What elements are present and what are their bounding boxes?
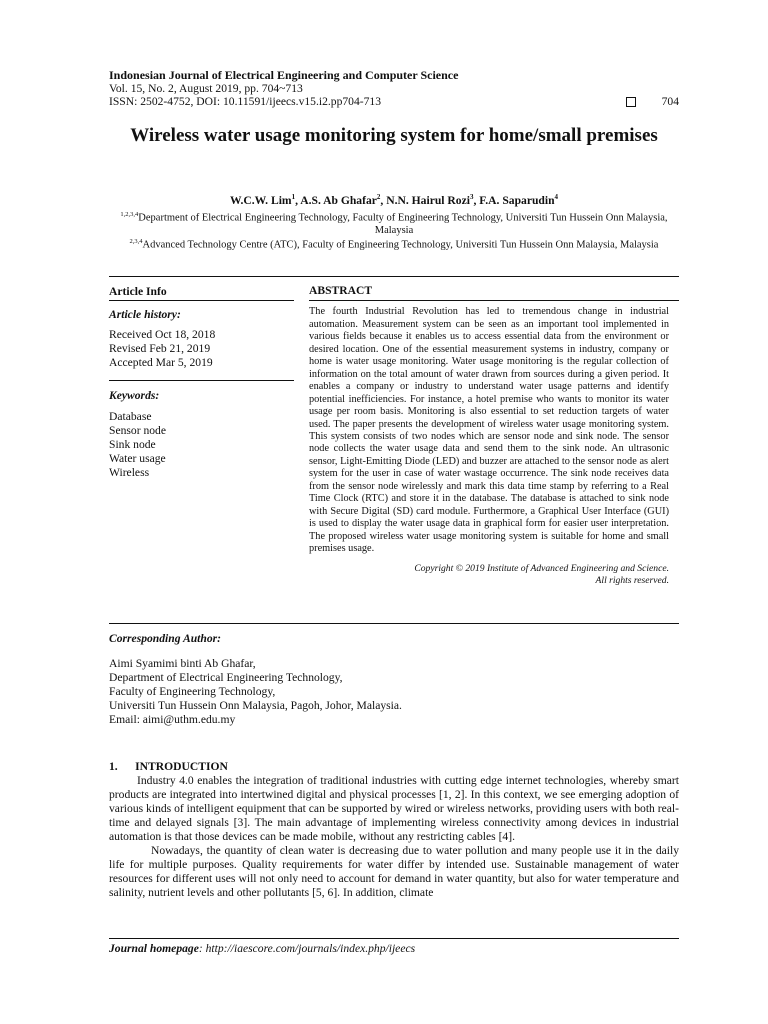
homepage-link[interactable]: : http://iaescore.com/journals/index.php/ijeecs [198,942,416,955]
paragraph: Nowadays, the quantity of clean water is decreasing due to water pollution and many people use it in the daily life for multiple purposes. Quality requirements for water differ by intended use. Sustainable management of water resources for different uses will not only need to account for demand in water quantity, but also for water temperature and salinity, nutrient levels and other pollutants [5, 6]. In addition, climate [109,844,679,899]
homepage-label: Journal homepage [109,942,199,955]
article-history [109,328,294,370]
corresponding-email: Email: aimi@uthm.edu.my [109,713,236,726]
affiliation: $^{1,2,3,4}$Department of Electrical Engineering Technology, Faculty of Engineering Technology, Universiti Tun Hussein Onn Malaysia, Malaysia [120,211,668,236]
article-history-heading: Article history: [109,308,181,321]
keywords-heading: Keywords: [109,389,160,402]
abstract-heading: ABSTRACT [309,284,373,297]
top-rule [109,276,679,277]
article-info-heading: Article Info [109,285,167,298]
author-name: A.S. Ab Ghafar [300,193,377,207]
history-item: Accepted Mar 5, 2019 [109,356,213,369]
square-icon [626,97,636,107]
article-info [109,285,294,480]
journal-header [109,69,679,108]
paragraph: Industry 4.0 enables the integration of traditional industries with cutting edge internet technologies, whereby smart products are integrated into intertwined digital and physical processes [1, 2]. In this context, we see emerging adoption of various kinds of intelligent equipment that can be supported by wired or wireless networks, providing users with both real-time and delayed signals [3]. The main advantage of implementing wireless connectivity among devices in industrial automation is that those devices can be made mobile, without any restricting cables [4]. [109,774,679,843]
corresponding-author [109,632,679,727]
author-name: N.N. Hairul Rozi [386,193,470,207]
page-number: 704 [661,95,679,108]
introduction-section [109,760,679,900]
abstract-section [309,285,669,587]
journal-footer [109,942,679,955]
keywords-rule [109,380,294,381]
affiliation: $^{2,3,4}$Advanced Technology Centre (ATC), Faculty of Engineering Technology, Universiti Tun Hussein Onn Malaysia, Malaysia [129,238,659,251]
history-item: Revised Feb 21, 2019 [109,342,211,355]
keyword: Database [109,410,152,423]
author-list: W.C.W. Lim$^1$, A.S. Ab Ghafar$^2$, N.N. Hairul Rozi$^3$, F.A. Saparudin$^4$ [229,193,559,207]
keyword: Water usage [109,452,166,465]
corresponding-details: Aimi Syamimi binti Ab Ghafar, Department of Electrical Engineering Technology, Faculty of Engineering Technology, Universiti Tun Hussein Onn Malaysia, Pagoh, Johor, Malaysia. Email: aimi@uthm.edu.my [109,657,679,727]
journal-issn-doi: ISSN: 2502-4752, DOI: 10.11591/ijeecs.v15.i2.pp704-713 [109,95,382,108]
author-name: W.C.W. Lim [229,193,292,207]
abstract-text: The fourth Industrial Revolution has led to tremendous change in industrial automation. Measurement system can be seen as an important tool implemented in various fields because it enables us to access essential data from the environment or desired location. One of the essential measurement systems in industry, company or home is water usage monitoring. Water usage monitoring is the regular collection of information on the total amount of water drawn from sources during a given period. It enables a company or industry to understand water usage patterns and identify potential inefficiencies. For instance, a hotel premise who wants to monitor its water usage per room basis. Monitoring is also essential to set reduction targets of water used. The paper presents the development of wireless water usage monitoring system. This system consists of two nodes which are sensor node and sink node. The sensor node collects the water usage data and send them to the sink node. An ultrasonic sensor, Light-Emitting Diode (LED) and buzzer are attached to the sensor node as alert system for the user in case of water wastage occurrence. The sink node receives data from the sensor node wirelessly and mark this data time stamp by referring to a Real Time Clock (RTC) and store it in the database. The database is attached to sink node with Secure Digital (SD) card module. Furthermore, a Graphical User Interface (GUI) is used to display the water usage data in graphical form for easier user interpretation. The proposed wireless water usage monitoring system is suitable for home and small premises usage. [309,306,669,555]
footer-rule [109,938,679,939]
corresponding-heading: Corresponding Author: [109,632,222,645]
section-heading: 1. INTRODUCTION [109,760,228,773]
keyword: Sensor node [109,424,166,437]
history-item: Received Oct 18, 2018 [109,328,216,341]
journal-name: Indonesian Journal of Electrical Engineering and Computer Science [109,68,459,82]
journal-volume: Vol. 15, No. 2, August 2019, pp. 704~713 [109,82,303,95]
author-name: F.A. Saparudin [479,193,555,207]
paper-title: Wireless water usage monitoring system for home/small premises [130,125,658,146]
keyword: Sink node [109,438,156,451]
keyword: Wireless [109,466,150,479]
bottom-rule [109,623,679,624]
keyword-list [109,410,294,480]
copyright-notice: Copyright © 2019 Institute of Advanced Engineering and Science. All rights reserved. [414,562,669,586]
